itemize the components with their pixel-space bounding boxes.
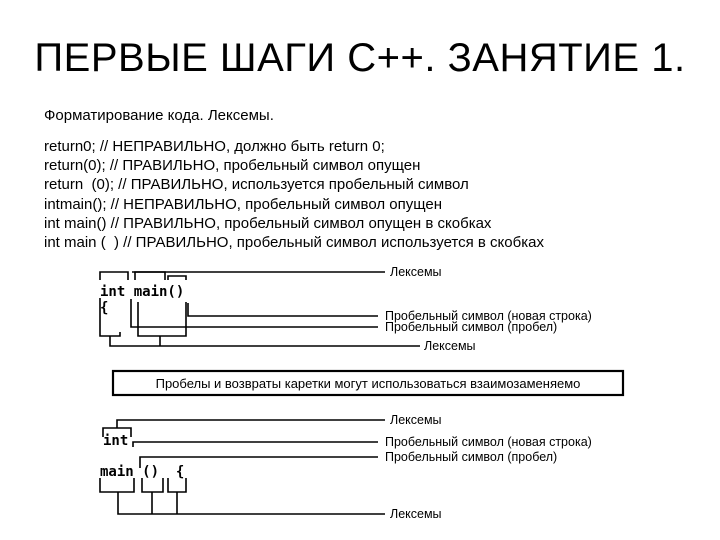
label-whitespace-space: Пробельный символ (пробел) <box>385 450 558 464</box>
token-bracket <box>168 478 186 492</box>
label-whitespace-newline: Пробельный символ (новая строка) <box>385 435 592 449</box>
code-line: return0; // НЕПРАВИЛЬНО, должно быть return 0; <box>44 138 385 155</box>
diagram-code: main () { <box>100 464 185 480</box>
code-line: int main() // ПРАВИЛЬНО, пробельный символ опущен в скобках <box>44 214 492 232</box>
token-bracket <box>135 272 165 280</box>
leader-line <box>131 299 378 327</box>
leader-line <box>188 303 378 316</box>
diagram-code: int main() <box>100 284 185 300</box>
leader-line <box>133 442 378 447</box>
token-bracket <box>100 272 128 280</box>
leader-line <box>117 420 385 428</box>
slide-subtitle: Форматирование кода. Лексемы. <box>44 107 274 124</box>
token-bracket <box>142 478 163 492</box>
leader-line <box>110 336 420 346</box>
label-tokens: Лексемы <box>390 507 442 521</box>
code-line: return (0); // ПРАВИЛЬНО, используется пробельный символ <box>44 176 469 194</box>
diagram-code: int <box>103 433 129 449</box>
label-tokens: Лексемы <box>390 265 442 279</box>
label-tokens: Лексемы <box>390 413 442 427</box>
label-whitespace-space: Пробельный символ (пробел) <box>385 320 558 334</box>
diagram-code: { <box>100 300 109 316</box>
token-bracket <box>168 276 186 280</box>
banner-text: Пробелы и возвраты каретки могут использоваться взаимозаменяемо <box>155 376 581 391</box>
label-whitespace-newline: Пробельный символ (новая строка) <box>385 309 592 323</box>
slide-title: ПЕРВЫЕ ШАГИ С++. ЗАНЯТИЕ 1. <box>34 36 686 80</box>
code-line: return(0); // ПРАВИЛЬНО, пробельный символ опущен <box>44 157 421 175</box>
token-bracket <box>100 478 134 492</box>
label-tokens: Лексемы <box>424 339 476 353</box>
leader-line <box>118 492 385 514</box>
token-bracket <box>138 302 186 336</box>
code-line: int main ( ) // ПРАВИЛЬНО, пробельный символ используется в скобках <box>44 234 544 252</box>
code-line: intmain(); // НЕПРАВИЛЬНО, пробельный символ опущен <box>44 195 443 213</box>
